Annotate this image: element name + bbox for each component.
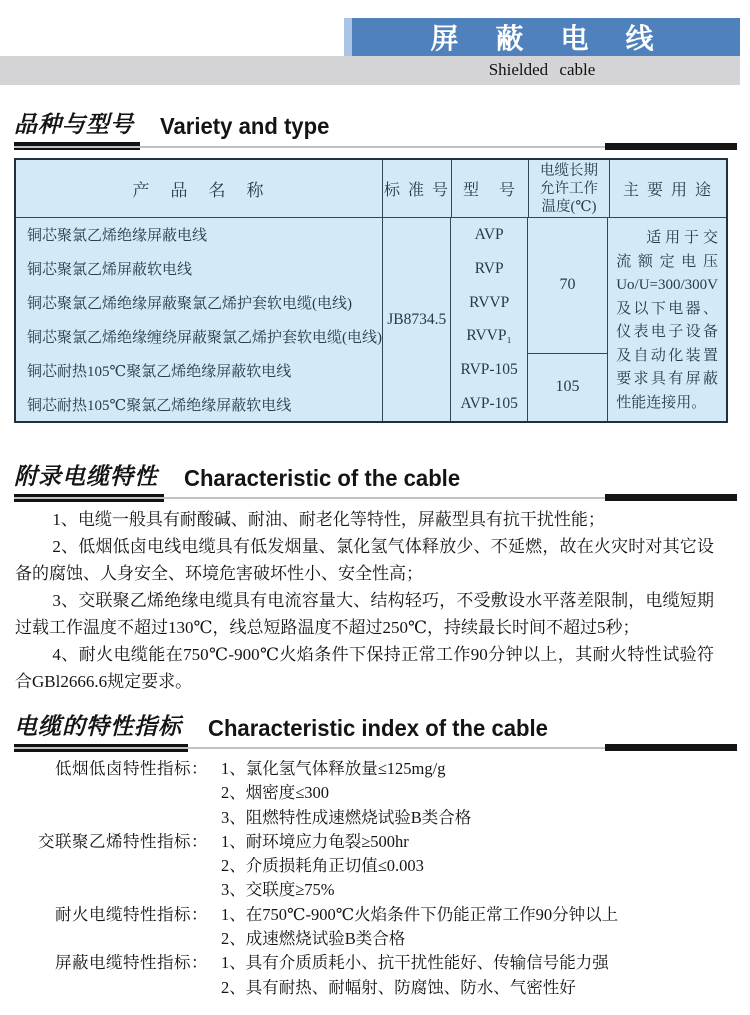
section-index-title-en: Characteristic index of the cable [208,715,548,741]
section-characteristic-title-en: Characteristic of the cable [184,465,461,491]
section-index-header [14,708,562,752]
section-variety-title-en: Variety and type [160,113,330,139]
main-usage-text: 适用于交流额定电压Uo/U=300/300V及以下电器、仪表电子设备及自动化装置要求具有屏蔽性能连接用。 [616,230,718,411]
page-title-en: Shielded cable [488,60,596,79]
table-row: 铜芯耐热105℃聚氯乙烯绝缘屏蔽软电线 [27,397,292,414]
type-value: AVP-105 [460,395,518,413]
header-type: 型 号 [451,160,528,217]
section-characteristic-title-zh: 附录电缆特性 [14,463,158,489]
section-characteristic-rule [14,497,737,499]
index-group-label: 交联聚乙烯特性指标： [38,831,208,851]
section-characteristic-zh-block [14,458,164,502]
type-value: AVP [474,225,504,243]
table-row: 铜芯聚氯乙烯绝缘缠绕屏蔽聚氯乙烯护套软电缆(电线) [27,329,382,346]
section-variety-zh-block [14,106,140,150]
characteristic-paragraph-3: 3、交联聚乙烯绝缘电缆具有电流容量大、结构轻巧，不受敷设水平落差限制，电缆短期过载工作温度不超过130℃，线总短路温度不超过250℃，持续最长时间不超过5秒； [15,591,714,637]
section-variety-rule-end [605,143,737,150]
section-characteristic-header [14,458,472,502]
list-item [14,951,726,975]
column-temperature [527,218,607,421]
section-index-title-zh: 电缆的特性指标 [14,713,182,739]
column-type [450,218,526,421]
list-item [14,781,726,805]
list-item [14,976,726,1000]
characteristic-index-list [14,757,726,1000]
index-item: 1、具有介质质耗小、抗干扰性能好、传输信号能力强 [221,953,609,973]
characteristic-paragraph-4: 4、耐火电缆能在750℃-900℃火焰条件下保持正常工作90分钟以上，其耐火特性试验符合GBl2666.6规定要求。 [15,645,714,691]
index-item: 1、在750℃-900℃火焰条件下仍能正常工作90分钟以上 [221,904,619,924]
page-title-zh: 屏 蔽 电 线 [430,24,669,55]
list-item [14,830,726,854]
characteristic-paragraphs [15,506,714,695]
banner-left-edge [344,18,352,56]
index-item: 3、阻燃特性成速燃烧试验B类合格 [221,807,472,827]
temperature-105-cell: 105 [555,378,580,396]
column-product-names [16,218,382,421]
column-standard-no [382,218,450,421]
section-index-zh-block [14,708,188,752]
type-value: RVVP₁ [466,327,512,345]
variety-table [14,158,728,423]
index-group-label: 屏蔽电缆特性指标： [55,953,208,973]
index-item: 1、氯化氢气体释放量≤125mg/g [221,759,446,778]
list-item [14,903,726,927]
temperature-70-cell: 70 [528,218,607,354]
table-body [16,218,726,421]
header-temperature: 电缆长期允许工作温度(℃) [528,160,609,217]
table-row: 铜芯聚氯乙烯绝缘屏蔽聚氯乙烯护套软电缆(电线) [27,296,352,313]
header-standard-no: 标 准 号 [382,160,451,217]
list-item [14,878,726,902]
characteristic-paragraph-1: 1、电缆一般具有耐酸碱、耐油、耐老化等特性，屏蔽型具有抗干扰性能； [52,510,605,529]
type-value: RVVP [469,293,510,311]
section-variety-title-zh: 品种与型号 [14,111,134,137]
page-banner [344,18,740,56]
section-variety-header [14,106,336,150]
section-characteristic-rule-end [605,494,737,501]
characteristic-paragraph-2: 2、低烟低卤电线电缆具有低发烟量、氯化氢气体释放少、不延燃，故在火灾时对其它设备的腐蚀、人身安全、环境危害破坏性小、安全性高； [15,537,714,583]
table-header-row [16,160,726,218]
index-item: 3、交联度≥75% [221,880,335,900]
list-item [14,757,726,781]
index-item: 2、成速燃烧试验B类合格 [221,929,406,949]
section-index-rule [14,747,737,749]
index-group-label: 低烟低卤特性指标： [55,759,208,778]
list-item [14,854,726,878]
table-row: 铜芯聚氯乙烯绝缘屏蔽电线 [27,228,208,245]
index-item: 2、具有耐热、耐幅射、防腐蚀、防水、气密性好 [221,977,576,997]
type-value: RVP-105 [460,361,518,379]
type-value: RVP [474,259,504,277]
index-item: 2、烟密度≤300 [221,783,330,803]
header-product-name: 产 品 名 称 [132,181,266,200]
table-row: 铜芯耐热105℃聚氯乙烯绝缘屏蔽软电线 [27,363,292,380]
index-group-label: 耐火电缆特性指标： [55,904,208,924]
index-item: 2、介质损耗角正切值≤0.003 [221,856,424,876]
section-variety-rule [14,146,737,148]
list-item [14,927,726,951]
standard-no-value: JB8734.5 [387,310,447,328]
table-row: 铜芯聚氯乙烯屏蔽软电线 [27,262,193,279]
column-main-usage [607,218,726,421]
header-main-usage: 主 要 用 途 [609,160,726,217]
section-index-rule-end [605,744,737,751]
list-item [14,806,726,830]
index-item: 1、耐环境应力龟裂≥500hr [221,831,409,851]
